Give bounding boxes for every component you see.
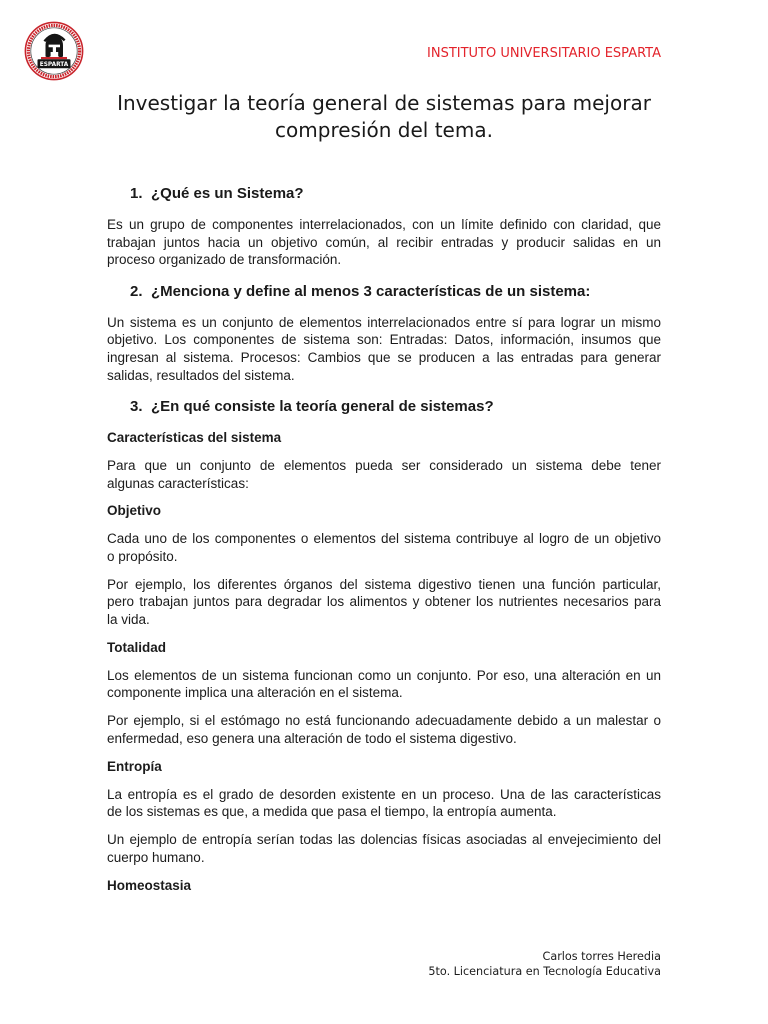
subheading-homeostasia: Homeostasia (107, 877, 192, 893)
paragraph-line: algunas características: (107, 475, 249, 491)
section-heading-text: ¿Menciona y define al menos 3 características de un sistema: (151, 282, 591, 300)
page-footer (428, 949, 661, 979)
section-que-es-un-sistema (107, 182, 661, 280)
paragraph (107, 457, 661, 492)
paragraph-line: Para que un conjunto de elementos pueda ser considerado un sistema debe tener (107, 457, 661, 473)
section-teoria-general (107, 395, 661, 905)
paragraph-line: Cada uno de los componentes o elementos del sistema contribuye al logro de un objetivo (107, 531, 661, 547)
section-heading-text: ¿En qué consiste la teoría general de sistemas? (151, 397, 494, 415)
section-heading (107, 183, 661, 205)
paragraph-line: objetivo. Los componentes de sistema son: Entradas: Datos, información, insumos que (107, 332, 661, 348)
paragraph (107, 786, 661, 821)
subheading-totalidad: Totalidad (107, 639, 166, 655)
document-body (107, 90, 661, 905)
paragraph (107, 314, 661, 384)
paragraph-line: Por ejemplo, los diferentes órganos del sistema digestivo tienen una función particular, (107, 576, 661, 592)
paragraph (107, 667, 661, 702)
section-number: 3. (130, 397, 143, 415)
section-caracteristicas (107, 279, 661, 394)
subheading-entropia: Entropía (107, 758, 162, 774)
footer-author: Carlos torres Heredia (542, 949, 661, 963)
paragraph-line: Los elementos de un sistema funcionan como un conjunto. Por eso, una alteración en un (107, 667, 661, 683)
paragraph (107, 216, 661, 269)
paragraph-line: trabajan juntos hacia un objetivo común, al recibir entradas y producir salidas en un (107, 234, 661, 250)
section-heading (107, 396, 661, 418)
paragraph-line: Es un grupo de componentes interrelacionados, con un límite definido con claridad, que (107, 217, 661, 233)
section-number: 1. (130, 184, 143, 202)
paragraph-line: componente implica una alteración en el sistema. (107, 685, 403, 701)
paragraph (107, 831, 661, 866)
subheading-objetivo: Objetivo (107, 503, 162, 519)
section-heading (107, 281, 661, 303)
paragraph-line: pero trabajan juntos para degradar los alimentos y obtener los nutrientes necesarios para (107, 594, 661, 610)
logo-text: ESPARTA (39, 62, 69, 68)
paragraph-line: Por ejemplo, si el estómago no está funcionando adecuadamente debido a un malestar o (107, 713, 661, 729)
paragraph-line: la vida. (107, 612, 150, 628)
paragraph-line: proceso organizado de transformación. (107, 252, 342, 268)
section-number: 2. (130, 282, 143, 300)
document-title: Investigar la teoría general de sistemas para mejorar compresión del tema. (117, 90, 651, 142)
subheading-caracteristicas: Características del sistema (107, 430, 282, 446)
paragraph-line: salidas, resultados del sistema. (107, 367, 295, 383)
footer-course: 5to. Licenciatura en Tecnología Educativa (428, 964, 661, 978)
paragraph-line: enfermedad, eso genera una alteración de todo el sistema digestivo. (107, 730, 517, 746)
paragraph (107, 530, 661, 565)
paragraph-line: cuerpo humano. (107, 849, 205, 865)
paragraph (107, 576, 661, 629)
paragraph-line: Un ejemplo de entropía serían todas las dolencias físicas asociadas al envejecimiento del (107, 832, 661, 848)
institution-name: INSTITUTO UNIVERSITARIO ESPARTA (427, 46, 661, 61)
section-heading-text: ¿Qué es un Sistema? (151, 184, 304, 202)
paragraph-line: La entropía es el grado de desorden existente en un proceso. Una de las características (107, 786, 661, 802)
institution-logo (24, 21, 84, 81)
paragraph-line: ingresan al sistema. Procesos: Cambios que se producen a las entradas para generar (107, 350, 661, 366)
paragraph (107, 712, 661, 747)
paragraph-line: de los sistemas es que, a medida que pasa el tiempo, la entropía aumenta. (107, 804, 557, 820)
paragraph-line: o propósito. (107, 548, 178, 564)
logo-stripe (41, 57, 67, 59)
paragraph-line: Un sistema es un conjunto de elementos interrelacionados entre sí para lograr un mismo (107, 314, 661, 330)
